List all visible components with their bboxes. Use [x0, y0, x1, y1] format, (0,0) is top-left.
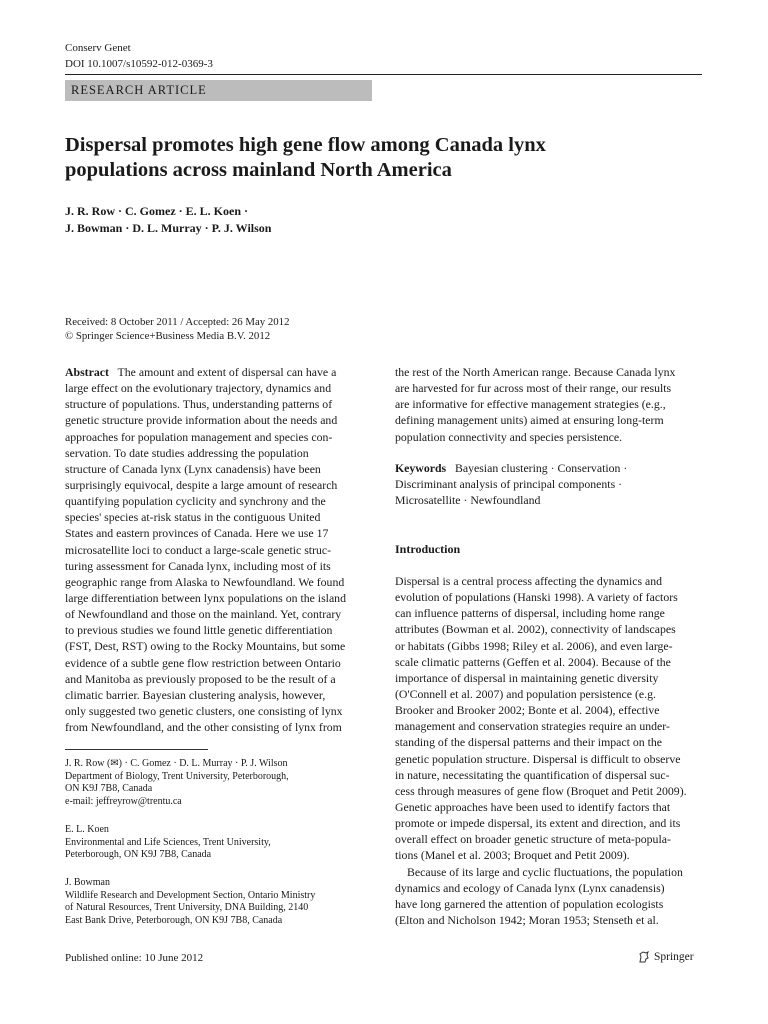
abstract-line: species' species at-risk status in the contiguous United [65, 510, 321, 525]
doi: DOI 10.1007/s10592-012-0369-3 [65, 58, 213, 70]
publisher-name: Springer [654, 951, 694, 963]
introduction-line: scale climatic patterns (Geffen et al. 2004). Because of the [395, 654, 671, 669]
abstract-line: surprisingly equivocal, despite a large amount of research [65, 477, 338, 492]
abstract-line: are informative for effective management strategies (e.g., [395, 397, 666, 412]
abstract-text: The amount and extent of dispersal can have a [108, 365, 337, 379]
abstract [65, 364, 373, 735]
author-line: J. Bowman · D. L. Murray · P. J. Wilson [65, 221, 272, 235]
affiliation-block [65, 824, 375, 862]
affiliation-line: e-mail: jeffreyrow@trentu.ca [65, 795, 182, 807]
abstract-line: population connectivity and species persistence. [395, 429, 623, 444]
affiliation-line: ON K9J 7B8, Canada [65, 783, 153, 794]
abstract-line: the rest of the North American range. Because Canada lynx [395, 365, 676, 379]
abstract-line: climatic barrier. Bayesian clustering analysis, however, [65, 687, 326, 702]
abstract-line [65, 364, 373, 380]
abstract-label: Abstract [65, 365, 109, 379]
affiliation-line: East Bank Drive, Peterborough, ON K9J 7B8, Canada [65, 914, 283, 926]
journal-header [65, 40, 213, 72]
abstract-line: microsatellite loci to conduct a large-scale genetic struc- [65, 542, 332, 557]
affiliation-line: Environmental and Life Sciences, Trent University, [65, 836, 271, 848]
introduction-line: Brooker and Brooker 2002; Bonte et al. 2004), effective [395, 703, 660, 718]
abstract-line: evidence of a subtle gene flow restriction between Ontario [65, 655, 341, 670]
abstract-line: geographic range from Alaska to Newfoundland. We found [65, 574, 345, 589]
copyright: © Springer Science+Business Media B.V. 2012 [65, 330, 271, 342]
introduction-line: standing of the dispersal patterns and their impact on the [395, 735, 662, 750]
introduction-line: management and conservation strategies require an under- [395, 719, 670, 734]
affiliation-line: J. Bowman [65, 877, 110, 888]
journal-name: Conserv Genet [65, 42, 131, 54]
abstract-line: and Manitoba as previously proposed to be the result of a [65, 671, 336, 686]
abstract-line: large differentiation between lynx populations on the island [65, 590, 346, 605]
article-type-banner: RESEARCH ARTICLE [65, 80, 372, 101]
abstract-line: turing assessment for Canada lynx, including most of its [65, 558, 331, 573]
keywords-line [395, 460, 703, 476]
abstract-line: quantifying population cyclicity and synchrony and the [65, 494, 326, 509]
keywords-line: Microsatellite · Newfoundland [395, 493, 541, 508]
keywords-text: Bayesian clustering · Conservation · [446, 461, 628, 475]
introduction-line: dynamics and ecology of Canada lynx (Lynx canadensis) [395, 880, 665, 895]
abstract-line: of Newfoundland and those on the mainland. Yet, contrary [65, 607, 342, 622]
title-line: Dispersal promotes high gene flow among Canada lynx [65, 134, 546, 156]
introduction-line: in nature, necessitating the quantification of dispersal suc- [395, 767, 670, 782]
introduction-line: importance of dispersal in maintaining genetic diversity [395, 670, 659, 685]
introduction-line: Dispersal is a central process affecting the dynamics and [395, 574, 663, 588]
affiliation-block [65, 758, 375, 808]
header-rule [65, 74, 702, 75]
introduction-line: or habitats (Gibbs 1998; Riley et al. 2006), and even large- [395, 638, 673, 653]
introduction-line: tions (Manel et al. 2003; Broquet and Petit 2009). [395, 848, 630, 863]
introduction-line: promote or impede dispersal, its extent and direction, and its [395, 816, 681, 831]
author-list [65, 203, 271, 237]
affiliation-line: E. L. Koen [65, 824, 109, 835]
title-line: populations across mainland North America [65, 159, 452, 181]
affiliation-line: Department of Biology, Trent University, Peterborough, [65, 770, 289, 782]
abstract-line: genetic structure provide information about the needs and [65, 413, 338, 428]
affiliation-line: of Natural Resources, Trent University, DNA Building, 2140 [65, 902, 309, 913]
introduction-line: Genetic approaches have been used to identify factors that [395, 799, 671, 814]
abstract-line: (FST, Dest, RST) owing to the Rocky Mountains, but some [65, 639, 346, 654]
paper-title [65, 133, 705, 183]
introduction-line: (O'Connell et al. 2007) and population persistence (e.g. [395, 686, 656, 701]
keywords-line: Discriminant analysis of principal components · [395, 477, 623, 492]
author-line: J. R. Row · C. Gomez · E. L. Koen · [65, 204, 248, 218]
keywords [395, 460, 703, 508]
affiliation-line: Wildlife Research and Development Section, Ontario Ministry [65, 889, 316, 901]
publisher-logo [637, 950, 694, 964]
introduction-line: cess through measures of gene flow (Broquet and Petit 2009). [395, 783, 687, 798]
abstract-line: defining management units) aimed at ensuring long-term [395, 413, 664, 428]
introduction-body [395, 573, 703, 928]
springer-horse-icon [637, 950, 651, 964]
affiliation-line: Peterborough, ON K9J 7B8, Canada [65, 849, 212, 860]
section-heading-introduction: Introduction [395, 542, 461, 556]
abstract-line: structure of Canada lynx (Lynx canadensis) have been [65, 461, 321, 476]
abstract-continuation [395, 364, 703, 445]
published-online: Published online: 10 June 2012 [65, 952, 204, 964]
introduction-line: genetic population structure. Dispersal is difficult to observe [395, 751, 681, 766]
affiliation-line: J. R. Row (✉) · C. Gomez · D. L. Murray · P. J. Wilson [65, 758, 288, 769]
introduction-line: have long garnered the attention of population ecologists [395, 896, 664, 911]
introduction-line: Because of its large and cyclic fluctuations, the population [407, 864, 683, 879]
received-accepted: Received: 8 October 2011 / Accepted: 26 May 2012 [65, 316, 290, 328]
abstract-line: to previous studies we found little genetic differentiation [65, 623, 333, 638]
abstract-line: structure of populations. Thus, understanding patterns of [65, 397, 333, 412]
introduction-line: attributes (Bowman et al. 2002), connectivity of landscapes [395, 622, 676, 637]
affiliation-block [65, 877, 375, 927]
abstract-line: only suggested two genetic clusters, one consisting of lynx [65, 703, 343, 718]
abstract-line: servation. To date studies addressing the population [65, 445, 309, 460]
introduction-line: can influence patterns of dispersal, including home range [395, 606, 665, 621]
abstract-line: large effect on the evolutionary trajectory, dynamics and [65, 381, 332, 396]
abstract-line: are harvested for fur across most of their range, our results [395, 381, 672, 396]
abstract-line: from Newfoundland, and the other consisting of lynx from [65, 720, 342, 735]
introduction-line: evolution of populations (Hanski 1998). A variety of factors [395, 590, 678, 605]
article-dates [65, 315, 289, 343]
introduction-line: (Elton and Nicholson 1942; Moran 1953; Stenseth et al. [395, 912, 659, 927]
affiliation-rule [65, 749, 208, 750]
keywords-label: Keywords [395, 461, 447, 475]
abstract-line: States and eastern provinces of Canada. Here we use 17 [65, 526, 329, 541]
abstract-line: approaches for population management and species con- [65, 429, 333, 444]
introduction-line: overall effect on broader genetic structure of meta-popula- [395, 832, 671, 847]
